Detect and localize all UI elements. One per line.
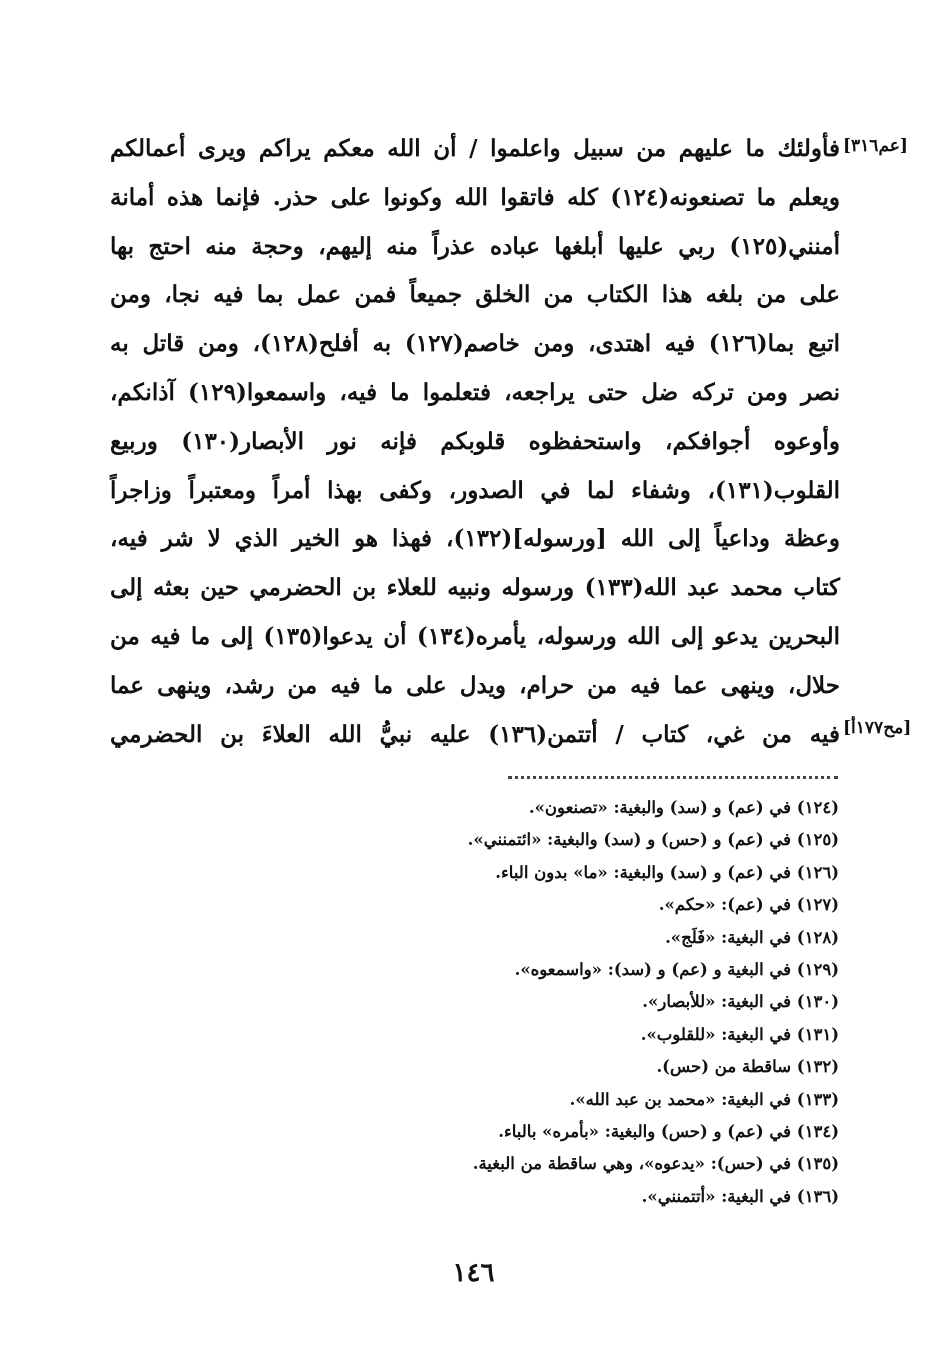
footnote: (١٣١) في البغية: «للقلوب». (640, 1024, 839, 1044)
body-line: ويعلم ما تصنعونه(١٢٤) كله فاتقوا الله وكونوا على حذر. فإنما هذه أمانة (110, 183, 841, 211)
footnote: (١٢٩) في البغية و (عم) و (سد): «واسمعوه». (514, 960, 839, 980)
footnote: (١٣٠) في البغية: «للأبصار». (642, 992, 839, 1012)
body-line: اتبع بما(١٢٦) فيه اهتدى، ومن خاصم(١٢٧) به أفلح(١٢٨)، ومن قاتل به (110, 330, 840, 358)
body-line: نصر ومن تركه ضل حتى يراجعه، فتعلموا ما فيه، واسمعوا(١٢٩) آذانكم، (110, 378, 840, 406)
footnote: (١٣٢) ساقطة من (حس). (656, 1057, 839, 1077)
margin-note-bottom: [مح١٧٧أ] (843, 718, 912, 738)
footnotes-list (239, 792, 839, 1213)
footnote: (١٢٦) في (عم) و (سد) والبغية: «ما» بدون الباء. (495, 862, 839, 882)
body-line: فيه من غي، كتاب / أتتمن(١٣٦) عليه نبيُّ الله العلاءَ بن الحضرمي (110, 720, 840, 748)
main-text (110, 125, 840, 759)
body-line: أمنني(١٢٥) ربي عليها أبلغها عباده عذراً منه إليهم، وحجة منه احتج بها (110, 232, 840, 260)
body-line: حلال، وينهى عما فيه من حرام، ويدل على ما فيه من رشد، وينهى عما (110, 671, 840, 699)
body-line: فأولئك ما عليهم من سبيل واعلموا / أن الله معكم يراكم ويرى أعمالكم (110, 135, 840, 162)
footnote: (١٢٥) في (عم) و (حس) و (سد) والبغية: «ائتمنني». (467, 830, 839, 850)
footnote: (١٣٣) في البغية: «محمد بن عبد الله». (569, 1089, 839, 1109)
footnote: (١٢٧) في (عم): «حكم». (658, 895, 839, 915)
page-number: ١٤٦ (452, 1258, 495, 1288)
margin-note-top: [عم٣١٦] (843, 136, 908, 156)
body-line: وعظة وداعياً إلى الله [ورسوله](١٣٢)، فهذا هو الخير الذي لا شر فيه، (110, 525, 840, 553)
footnote: (١٣٦) في البغية: «أتتمنني». (641, 1186, 839, 1206)
body-line: القلوب(١٣١)، وشفاء لما في الصدور، وكفى بهذا أمراً ومعتبراً وزاجراً (110, 476, 840, 504)
body-line: كتاب محمد عبد الله(١٣٣) ورسوله ونبيه للعلاء بن الحضرمي حين بعثه إلى (110, 574, 840, 602)
footnote: (١٣٤) في (عم) و (حس) والبغية: «بأمره» بالباء. (498, 1122, 839, 1142)
footnote: (١٢٨) في البغية: «فَلَج». (665, 927, 839, 947)
body-line: على من بلغه هذا الكتاب من الخلق جميعاً فمن عمل بما فيه نجا، ومن (110, 281, 840, 309)
footnote-separator (508, 776, 838, 783)
footnote: (١٢٤) في (عم) و (سد) والبغية: «تصنعون». (528, 798, 839, 817)
body-line: وأوعوه أجوافكم، واستحفظوه قلوبكم فإنه نور الأبصار(١٣٠) وربيع (110, 427, 841, 455)
body-line: البحرين يدعو إلى الله ورسوله، يأمره(١٣٤) أن يدعوا(١٣٥) إلى ما فيه من (110, 622, 841, 650)
footnote: (١٣٥) في (حس): «يدعوه»، وهي ساقطة من البغية. (472, 1154, 839, 1174)
